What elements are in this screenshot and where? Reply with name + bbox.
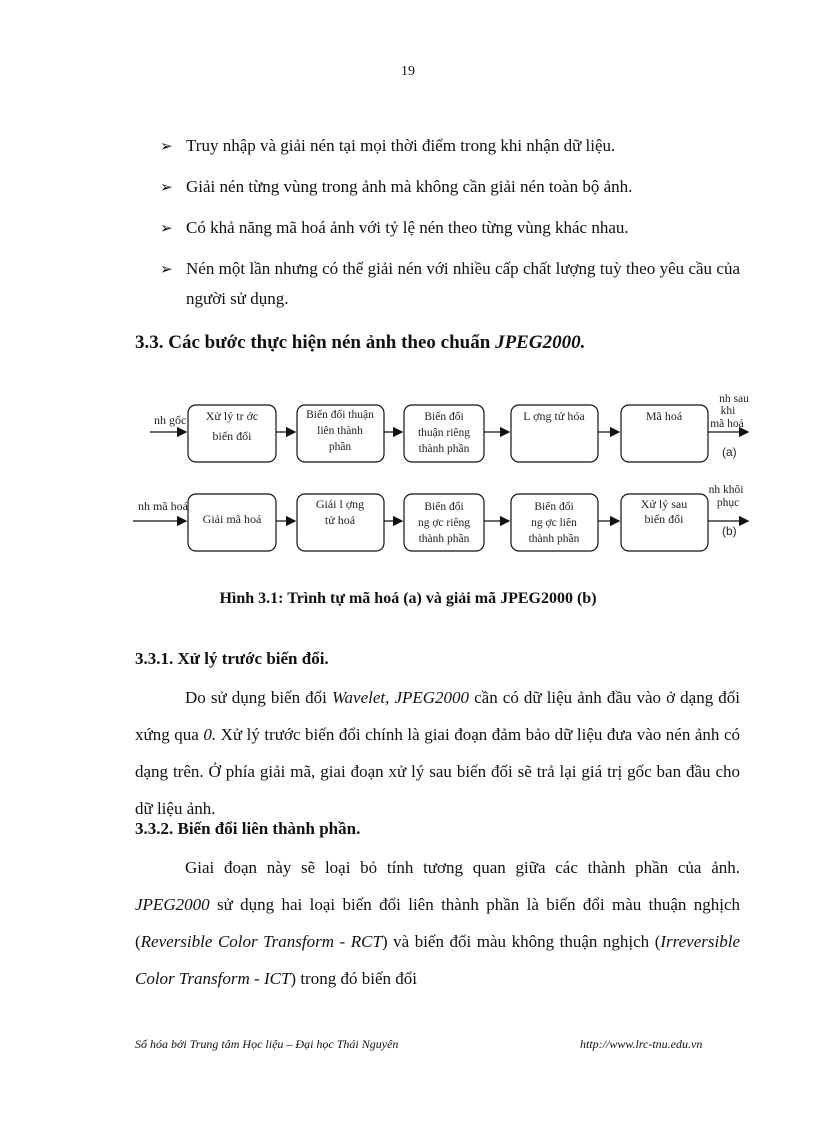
box-text: thuận riêng (417, 427, 471, 439)
list-item (160, 254, 740, 314)
paragraph: Do sử dụng biến đổi Wavelet, JPEG2000 cần có dữ liệu ảnh đầu vào ở dạng đối xứng qua 0. Xử lý trước biến đổi chính là giai đoạn đảm bảo dữ liệu đưa vào nén ảnh có dạng trên. Ở phía giải mã, giai đoạn xử lý sau biến đổi sẽ trả lại giá trị gốc ban đầu cho dữ liệu ảnh. (135, 688, 741, 818)
subsection-heading: 3.3.2. Biến đổi liên thành phần. (135, 819, 361, 838)
box-text: ng ợc riêng (417, 517, 471, 529)
bullet-list (160, 131, 740, 325)
section-heading: 3.3. Các bước thực hiện nén ảnh theo chuẩn JPEG2000. (135, 332, 586, 353)
bullet-text: Truy nhập và giải nén tại mọi thời điểm trong khi nhận dữ liệu. (186, 136, 616, 155)
row-a-output-label: khi (720, 405, 736, 417)
bullet-text: Nén một lần nhưng có thể giải nén với nhiều cấp chất lượng tuỳ theo yêu cầu của người sử dụng. (186, 259, 740, 308)
figure-caption: Hình 3.1: Trình tự mã hoá (a) và giải mã JPEG2000 (b) (219, 590, 597, 607)
bullet-text: Có khả năng mã hoá ảnh với tỷ lệ nén theo từng vùng khác nhau. (186, 218, 629, 237)
row-a-output-label: nh sau (719, 393, 749, 405)
arrow-bullet-icon: ➢ (160, 219, 173, 237)
row-b-tag: (b) (722, 524, 737, 538)
row-b-input-label: nh mã hoá (138, 499, 188, 513)
arrow-bullet-icon: ➢ (160, 137, 173, 155)
box-text: Mã hoá (645, 409, 683, 423)
list-item (160, 172, 740, 202)
box-text: Biến đổi (424, 501, 464, 513)
bullet-text: Giải nén từng vùng trong ảnh mà không cần giải nén toàn bộ ảnh. (186, 177, 633, 196)
footer-link[interactable]: http://www.lrc-tnu.edu.vn (580, 1037, 703, 1051)
row-a-output-label: mã hoá (710, 418, 744, 430)
box-text: L ợng tử hóa (523, 409, 585, 423)
box-text: phần (328, 441, 352, 453)
footer-source: Số hóa bởi Trung tâm Học liệu – Đại học Thái Nguyên (135, 1037, 399, 1051)
list-item (160, 131, 740, 161)
row-b-output-label: nh khôi (708, 484, 744, 496)
box-text: biến đổi (644, 512, 684, 526)
box-text: Giải l ợng (315, 497, 365, 511)
jpeg2000-flow-diagram (0, 380, 816, 560)
arrow-bullet-icon: ➢ (160, 260, 173, 278)
box-text: Xử lý tr ớc (205, 409, 259, 423)
paragraph: Giai đoạn này sẽ loại bỏ tính tương quan giữa các thành phần của ảnh. JPEG2000 sử dụng hai loại biến đổi liên thành phần là biến đổi màu thuận nghịch (Reversible Color Transform - RCT) và biến đổi màu không thuận nghịch (Irreversible Color Transform - ICT) trong đó biến đổi (135, 858, 740, 988)
box-text: Giải mã hoá (202, 512, 262, 526)
box-text: Biến đổi thuận (306, 409, 374, 421)
list-item (160, 213, 740, 243)
box-text: thành phần (418, 533, 470, 545)
page-number: 19 (401, 64, 415, 79)
box-text: tử hoá (324, 513, 356, 527)
box-text: ng ợc liên (531, 517, 577, 529)
box-text: thành phần (528, 533, 580, 545)
subsection-heading: 3.3.1. Xử lý trước biến đổi. (135, 649, 329, 668)
box-text: Biến đổi (534, 501, 574, 513)
box-text: liên thành (317, 425, 363, 437)
row-b-output-label: phục (716, 497, 740, 509)
box-text: Biến đổi (424, 411, 464, 423)
row-a-input-label: nh gốc (154, 413, 187, 427)
row-a-tag: (a) (722, 445, 737, 459)
box-text: Xử lý sau (640, 497, 688, 511)
box-text: thành phần (418, 443, 470, 455)
box-text: biến đổi (212, 429, 252, 443)
arrow-bullet-icon: ➢ (160, 178, 173, 196)
